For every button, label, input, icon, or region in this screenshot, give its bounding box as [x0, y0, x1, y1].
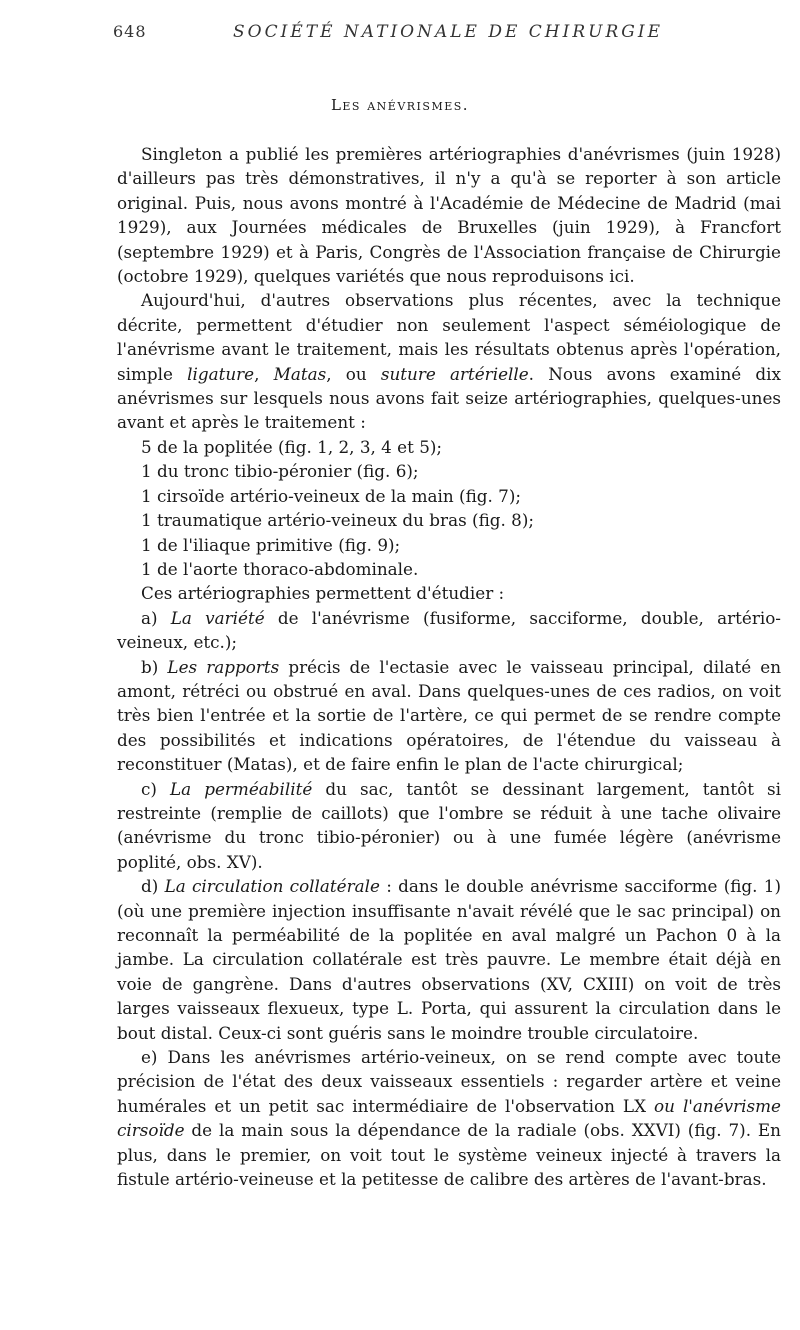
list-item: 1 cirsoïde artério-veineux de la main (fig. 7);	[141, 485, 522, 506]
text-run: de l'anévrisme (fusiforme, sacciforme, double, artério-veineux, etc.);	[117, 607, 781, 653]
paragraph	[117, 288, 781, 434]
body-text	[117, 142, 781, 1191]
list-item: 1 traumatique artério-veineux du bras (fig. 8);	[141, 510, 535, 531]
list-item: 1 de l'aorte thoraco-abdominale.	[141, 558, 419, 579]
text-run: , ou	[326, 363, 381, 384]
emphasis: ou l'anévrisme cirsoïde	[117, 1095, 781, 1141]
text-run: Aujourd'hui, d'autres observations plus récentes, avec la technique décrite, permettent d'étudier non seulement l'aspect séméiologique de l'anévrisme avant le traitement, mais les résultats obtenus après l'opération, simple	[117, 290, 781, 384]
paragraph: Ces artériographies permettent d'étudier :	[141, 583, 505, 604]
paragraph-d	[117, 874, 781, 1045]
emphasis: La circulation collatérale	[164, 876, 380, 897]
item-label: d)	[141, 876, 165, 897]
paragraph-e	[117, 1045, 781, 1191]
section-title: Les anévrismes.	[330, 96, 470, 114]
emphasis: ligature	[187, 363, 255, 384]
list-item: 5 de la poplitée (fig. 1, 2, 3, 4 et 5);	[141, 436, 443, 457]
emphasis: Les rapports	[167, 656, 280, 677]
emphasis: suture artérielle	[380, 363, 529, 384]
paragraph-c	[117, 777, 781, 875]
paragraph-b	[117, 655, 781, 777]
text-run: de la main sous la dépendance de la radiale (obs. XXVI) (fig. 7). En plus, dans le premier, on voit tout le système veineux injecté à travers la fistule artério-veineuse et la petitesse de calibre des artères de l'avant-bras.	[117, 1120, 781, 1190]
paragraph: Singleton a publié les premières artériographies d'anévrismes (juin 1928) d'ailleurs pas très démonstratives, il n'y a qu'à se reporter à son article original. Puis, nous avons montré à l'Académie de Médecine de Madrid (mai 1929), aux Journées médicales de Bruxelles (juin 1929), à Francfort (septembre 1929) et à Paris, Congrès de l'Association française de Chirurgie (octobre 1929), quelques variétés que nous reproduisons ici.	[117, 144, 781, 287]
text-run: : dans le double anévrisme sacciforme (fig. 1) (où une première injection insuffisante n'avait révélé que le sac principal) on reconnaît la perméabilité de la poplitée en aval malgré un Pachon 0 à la jambe. La circulation collatérale est très pauvre. Le membre était déjà en voie de gangrène. Dans d'autres observations (XV, CXIII) on voit de très larges vaisseaux flexueux, type L. Porta, qui assurent la circulation dans le bout distal. Ceux-ci sont guéris sans le moindre trouble circulatoire.	[117, 876, 782, 1043]
paragraph-a	[117, 606, 781, 655]
text-run: du sac, tantôt se dessinant largement, tantôt si restreinte (remplie de caillots) que l'ombre se réduit à une tache olivaire (anévrisme du tronc tibio-péronier) ou à une fumée légère (anévrisme poplité, obs. XV).	[117, 778, 781, 872]
item-label: e)	[141, 1047, 168, 1068]
item-label: b)	[141, 656, 168, 677]
text-run: . Nous avons examiné dix anévrismes sur lesquels nous avons fait seize artériographies, quelques-unes avant et après le traitement :	[117, 363, 781, 433]
item-label: c)	[141, 778, 171, 799]
text-run: Dans les anévrismes artério-veineux, on se rend compte avec toute précision de l'état des deux vaisseaux essentiels : regarder artère et veine humérales et un petit sac intermédiaire de l'observation LX	[117, 1047, 782, 1116]
running-header	[113, 22, 783, 46]
emphasis: Matas	[273, 363, 327, 384]
text-run: précis de l'ectasie avec le vaisseau principal, dilaté en amont, rétréci ou obstrué en aval. Dans quelques-unes de ces radios, on voit très bien l'entrée et la sortie de l'artère, ce qui permet de se rendre compte des possibilités et indications opératoires, de l'étendue du vaisseau à reconstituer (Matas), et de faire enfin le plan de l'acte chirurgical;	[117, 656, 782, 775]
item-label: a)	[141, 607, 171, 628]
page-number: 648	[113, 22, 147, 41]
text-run: ,	[254, 363, 274, 384]
running-title: SOCIÉTÉ NATIONALE DE CHIRURGIE	[233, 22, 663, 42]
emphasis: La variété	[170, 607, 265, 628]
list-item: 1 de l'iliaque primitive (fig. 9);	[141, 534, 401, 555]
emphasis: La perméabilité	[170, 778, 313, 799]
list-item: 1 du tronc tibio-péronier (fig. 6);	[141, 461, 419, 482]
